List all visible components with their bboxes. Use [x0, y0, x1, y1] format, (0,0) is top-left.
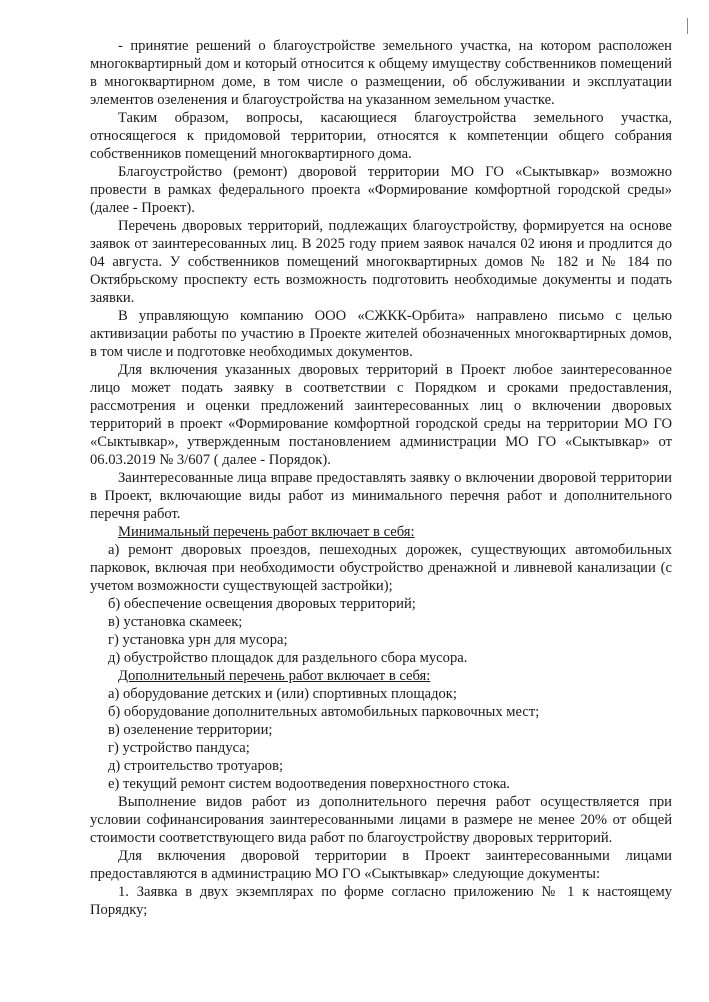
- additional-list-item: в) озеленение территории;: [108, 722, 273, 738]
- additional-list-item: е) текущий ремонт систем водоотведения поверхностного стока.: [108, 776, 510, 792]
- minimal-list-item: б) обеспечение освещения дворовых территорий;: [108, 596, 416, 612]
- additional-list-item: г) устройство пандуса;: [108, 740, 250, 756]
- paragraph-application-dates: Перечень дворовых территорий, подлежащих благоустройству, формируется на основе заявок от заинтересованных лиц. В 2025 году прием заявок начался 02 июня и продлится до 04 августа. У собственников помещений многоквартирных домов № 182 и № 184 по Октябрьскому проспекту есть возможность подготовить необходимые документы и подать заявки.: [90, 218, 672, 306]
- paragraph-documents-intro: Для включения дворовой территории в Проект заинтересованными лицами предоставляются в администрацию МО ГО «Сыктывкар» следующие документы:: [90, 848, 672, 882]
- paragraph-work-types: Заинтересованные лица вправе предоставлять заявку о включении дворовой территории в Проект, включающие виды работ из минимального перечня работ и дополнительного перечня работ.: [90, 470, 672, 522]
- paragraph-conclusion: Таким образом, вопросы, касающиеся благоустройства земельного участка, относящегося к придомовой территории, относятся к компетенции общего собрания собственников помещений многоквартирного дома.: [90, 110, 672, 162]
- minimal-list-item: в) установка скамеек;: [108, 614, 243, 630]
- paragraph-cofinancing: Выполнение видов работ из дополнительного перечня работ осуществляется при условии софинансирования заинтересованными лицами в размере не менее 20% от общей стоимости соответствующего вида работ по благоустройству дворовых территорий.: [90, 794, 672, 846]
- minimal-list-item: г) установка урн для мусора;: [108, 632, 288, 648]
- additional-list-item: д) строительство тротуаров;: [108, 758, 284, 774]
- minimal-list-heading: Минимальный перечень работ включает в себя:: [118, 524, 415, 540]
- paragraph-document-item-1: 1. Заявка в двух экземплярах по форме согласно приложению № 1 к настоящему Порядку;: [90, 884, 672, 918]
- additional-list-item: б) оборудование дополнительных автомобильных парковочных мест;: [108, 704, 540, 720]
- paragraph-project-intro: Благоустройство (ремонт) дворовой территории МО ГО «Сыктывкар» возможно провести в рамках федерального проекта «Формирование комфортной городской среды» (далее - Проект).: [90, 164, 672, 216]
- minimal-list-item: д) обустройство площадок для раздельного сбора мусора.: [108, 650, 468, 666]
- paragraph-decision: - принятие решений о благоустройстве земельного участка, на котором расположен многоквартирный дом и который относится к общему имуществу собственников помещений в многоквартирном доме, в том числе о размещении, об обслуживании и эксплуатации элементов озеленения и благоустройства на указанном земельном участке.: [90, 38, 672, 108]
- additional-list-heading: Дополнительный перечень работ включает в себя:: [118, 668, 431, 684]
- paragraph-management-company: В управляющую компанию ООО «СЖКК-Орбита» направлено письмо с целью активизации работы по участию в Проекте жителей обозначенных многоквартирных домов, в том числе и подготовке необходимых документов.: [90, 308, 672, 360]
- page-edge-mark: [687, 18, 688, 34]
- document-page: [90, 37, 672, 919]
- minimal-list-item: а) ремонт дворовых проездов, пешеходных дорожек, существующих автомобильных парковок, включая при необходимости обустройство дренажной и ливневой канализации (с учетом возможности существующей застройки);: [90, 542, 672, 594]
- paragraph-procedure: Для включения указанных дворовых территорий в Проект любое заинтересованное лицо может подать заявку в соответствии с Порядком и сроками предоставления, рассмотрения и оценки предложений заинтересованных лиц о включении дворовых территорий в проект «Формирование комфортной городской среды на территории МО ГО «Сыктывкар», утвержденным постановлением администрации МО ГО «Сыктывкар» от 06.03.2019 № 3/607 ( далее - Порядок).: [90, 362, 672, 468]
- additional-list-item: а) оборудование детских и (или) спортивных площадок;: [108, 686, 457, 702]
